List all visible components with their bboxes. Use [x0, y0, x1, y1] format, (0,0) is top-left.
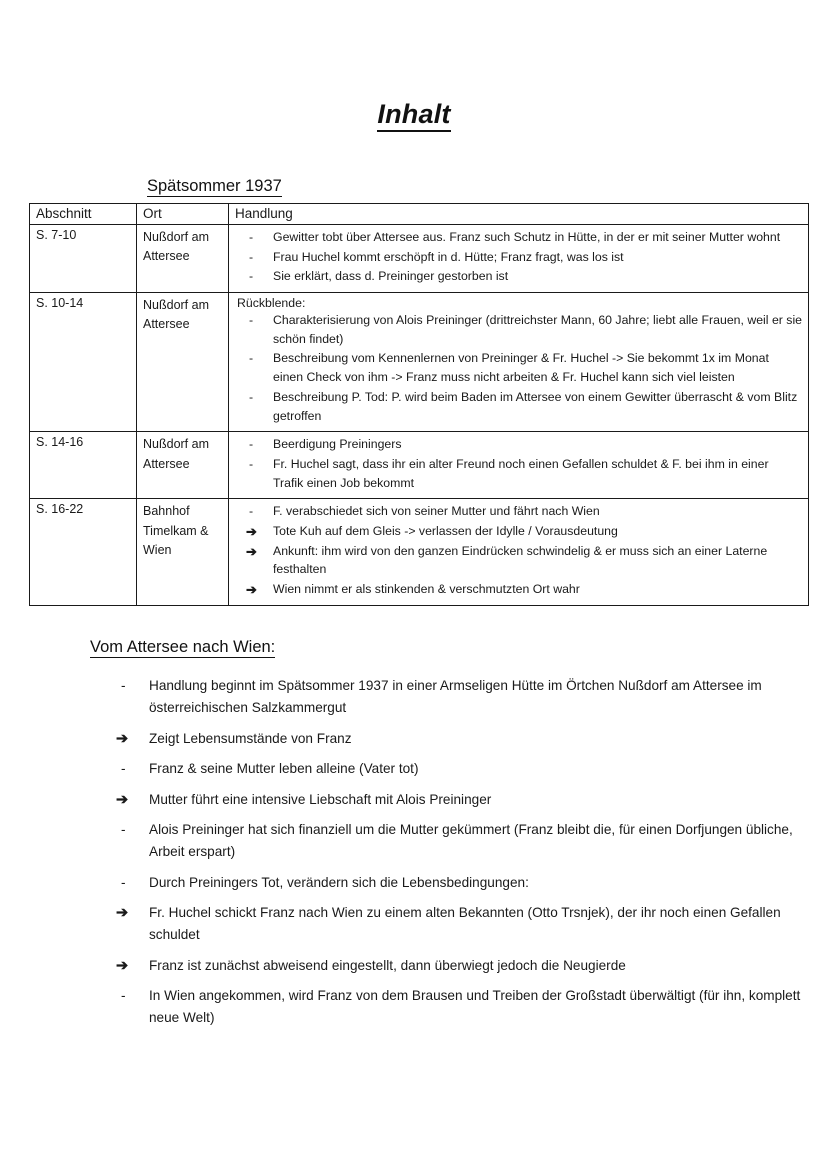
handlung-item-text: Beerdigung Preiningers	[273, 437, 402, 452]
cell-abschnitt: S. 7-10	[30, 225, 137, 293]
dash-bullet-icon: -	[249, 456, 254, 471]
handlung-list-item	[235, 455, 802, 492]
summary-item-text: Mutter führt eine intensive Liebschaft mit Alois Preininger	[149, 791, 492, 807]
handlung-list-item	[235, 435, 802, 454]
section-heading-spaetsommer	[147, 177, 282, 196]
dash-bullet-icon: -	[121, 988, 126, 1004]
summary-item-text: Fr. Huchel schickt Franz nach Wien zu einem alten Bekannten (Otto Trsnjek), der ihr noch einen Gefallen schuldet	[149, 905, 781, 943]
handlung-list-item	[235, 267, 802, 286]
dash-bullet-icon: -	[249, 230, 254, 244]
handlung-item-text: Wien nimmt er als stinkenden & verschmutzten Ort wahr	[273, 582, 580, 596]
handlung-item-text: Fr. Huchel sagt, dass ihr ein alter Freund noch einen Gefallen schuldet & F. bei ihm in einer Trafik einen Job bekommt	[273, 456, 769, 490]
cell-note: Rückblende:	[237, 296, 306, 311]
column-header-ort: Ort	[137, 204, 229, 225]
handlung-item-text: Sie erklärt, dass d. Preininger gestorben ist	[273, 269, 509, 284]
dash-bullet-icon: -	[249, 313, 254, 328]
summary-list-item	[113, 675, 813, 719]
dash-bullet-icon: -	[121, 678, 126, 693]
arrow-bullet-icon: ➔	[116, 905, 129, 922]
arrow-bullet-icon: ➔	[246, 582, 257, 597]
dash-bullet-icon: -	[249, 269, 254, 284]
table-row	[30, 499, 809, 605]
cell-handlung	[229, 432, 809, 499]
handlung-item-text: Frau Huchel kommt erschöpft in d. Hütte; Franz fragt, was los ist	[273, 249, 624, 264]
summary-item-text: Handlung beginnt im Spätsommer 1937 in einer Armseligen Hütte im Örtchen Nußdorf am Attersee im österreichischen Salzkammergut	[149, 678, 762, 716]
handlung-list	[235, 228, 802, 286]
arrow-bullet-icon: ➔	[116, 791, 129, 808]
arrow-bullet-icon: ➔	[246, 543, 257, 559]
handlung-list	[235, 435, 802, 492]
summary-item-text: Alois Preininger hat sich finanziell um die Mutter gekümmert (Franz bleibt die, für einen Dorfjungen übliche, Arbeit erspart)	[149, 822, 793, 860]
section-heading-vom-attersee	[90, 638, 275, 657]
table-header	[30, 204, 809, 225]
column-header-abschnitt: Abschnitt	[30, 204, 137, 225]
summary-item-text: Zeigt Lebensumstände von Franz	[149, 730, 352, 746]
arrow-bullet-icon: ➔	[246, 523, 257, 539]
table-row	[30, 293, 809, 432]
dash-bullet-icon: -	[121, 874, 126, 890]
summary-list-item	[113, 758, 813, 780]
table-row	[30, 432, 809, 499]
summary-list-item	[113, 985, 813, 1029]
handlung-item-text: Ankunft: ihm wird von den ganzen Eindrücken schwindelig & er muss sich an einer Laterne festhalten	[273, 543, 768, 577]
dash-bullet-icon: -	[121, 822, 126, 838]
arrow-bullet-icon: ➔	[116, 957, 129, 974]
cell-ort: Nußdorf am Attersee	[137, 293, 229, 432]
summary-item-text: Franz ist zunächst abweisend eingestellt, dann überwiegt jedoch die Neugierde	[149, 957, 626, 973]
handlung-item-text: Charakterisierung von Alois Preininger (drittreichster Mann, 60 Jahre; liebt alle Frauen, weil er sie schön findet)	[273, 313, 803, 346]
summary-list-item	[113, 872, 813, 894]
cell-abschnitt: S. 14-16	[30, 432, 137, 499]
cell-handlung	[229, 293, 809, 432]
summary-list-item	[113, 955, 813, 977]
summary-list-item	[113, 789, 813, 811]
handlung-list-item	[235, 502, 802, 521]
handlung-item-text: Beschreibung vom Kennenlernen von Preininger & Fr. Huchel -> Sie bekommt 1x im Monat einen Check von ihm -> Franz muss nicht arbeiten & Fr. Huchel kann sich viel leisten	[273, 351, 769, 385]
table-body	[30, 225, 809, 606]
dash-bullet-icon: -	[249, 351, 254, 366]
handlung-item-text: F. verabschiedet sich von seiner Mutter und fährt nach Wien	[273, 504, 600, 519]
handlung-list-item	[235, 542, 802, 579]
summary-list-item	[113, 819, 813, 863]
cell-ort: Bahnhof Timelkam & Wien	[137, 499, 229, 605]
handlung-list-item	[235, 248, 802, 267]
handlung-list-item	[235, 311, 802, 348]
handlung-item-text: Tote Kuh auf dem Gleis -> verlassen der Idylle / Vorausdeutung	[273, 523, 618, 538]
cell-abschnitt: S. 16-22	[30, 499, 137, 605]
dash-bullet-icon: -	[249, 389, 254, 404]
dash-bullet-icon: -	[249, 504, 254, 519]
cell-ort: Nußdorf am Attersee	[137, 432, 229, 499]
column-header-handlung: Handlung	[229, 204, 809, 225]
handlung-list	[235, 502, 802, 598]
table-header-row	[30, 204, 809, 225]
handlung-list-item	[235, 228, 802, 247]
handlung-list-item	[235, 580, 802, 599]
handlung-list-item	[235, 349, 802, 386]
handlung-list	[235, 311, 802, 425]
summary-list-item	[113, 902, 813, 946]
dash-bullet-icon: -	[249, 437, 254, 452]
section-heading-vom-attersee-text: Vom Attersee nach Wien:	[90, 638, 276, 656]
summary-list	[113, 675, 813, 1038]
cell-handlung	[229, 225, 809, 293]
inhalt-table	[29, 203, 809, 606]
arrow-bullet-icon: ➔	[116, 730, 129, 747]
table-row	[30, 225, 809, 293]
dash-bullet-icon: -	[121, 761, 126, 777]
section-heading-spaetsommer-text: Spätsommer 1937	[147, 177, 282, 195]
summary-item-text: Durch Preiningers Tot, verändern sich die Lebensbedingungen:	[149, 874, 529, 890]
page-title-text: Inhalt	[377, 99, 450, 132]
cell-ort: Nußdorf am Attersee	[137, 225, 229, 293]
dash-bullet-icon: -	[249, 249, 254, 264]
summary-list-item	[113, 728, 813, 750]
handlung-item-text: Beschreibung P. Tod: P. wird beim Baden im Attersee von einem Gewitter überrascht & vom Blitz getroffen	[273, 389, 798, 423]
cell-handlung	[229, 499, 809, 605]
summary-item-text: In Wien angekommen, wird Franz von dem Brausen und Treiben der Großstadt überwältigt (für ihn, komplett neue Welt)	[149, 988, 801, 1026]
handlung-list-item	[235, 522, 802, 541]
summary-item-text: Franz & seine Mutter leben alleine (Vater tot)	[149, 761, 419, 777]
handlung-list-item	[235, 388, 802, 425]
handlung-item-text: Gewitter tobt über Attersee aus. Franz such Schutz in Hütte, in der er mit seiner Mutter wohnt	[273, 230, 781, 244]
cell-abschnitt: S. 10-14	[30, 293, 137, 432]
page-title	[0, 99, 828, 130]
